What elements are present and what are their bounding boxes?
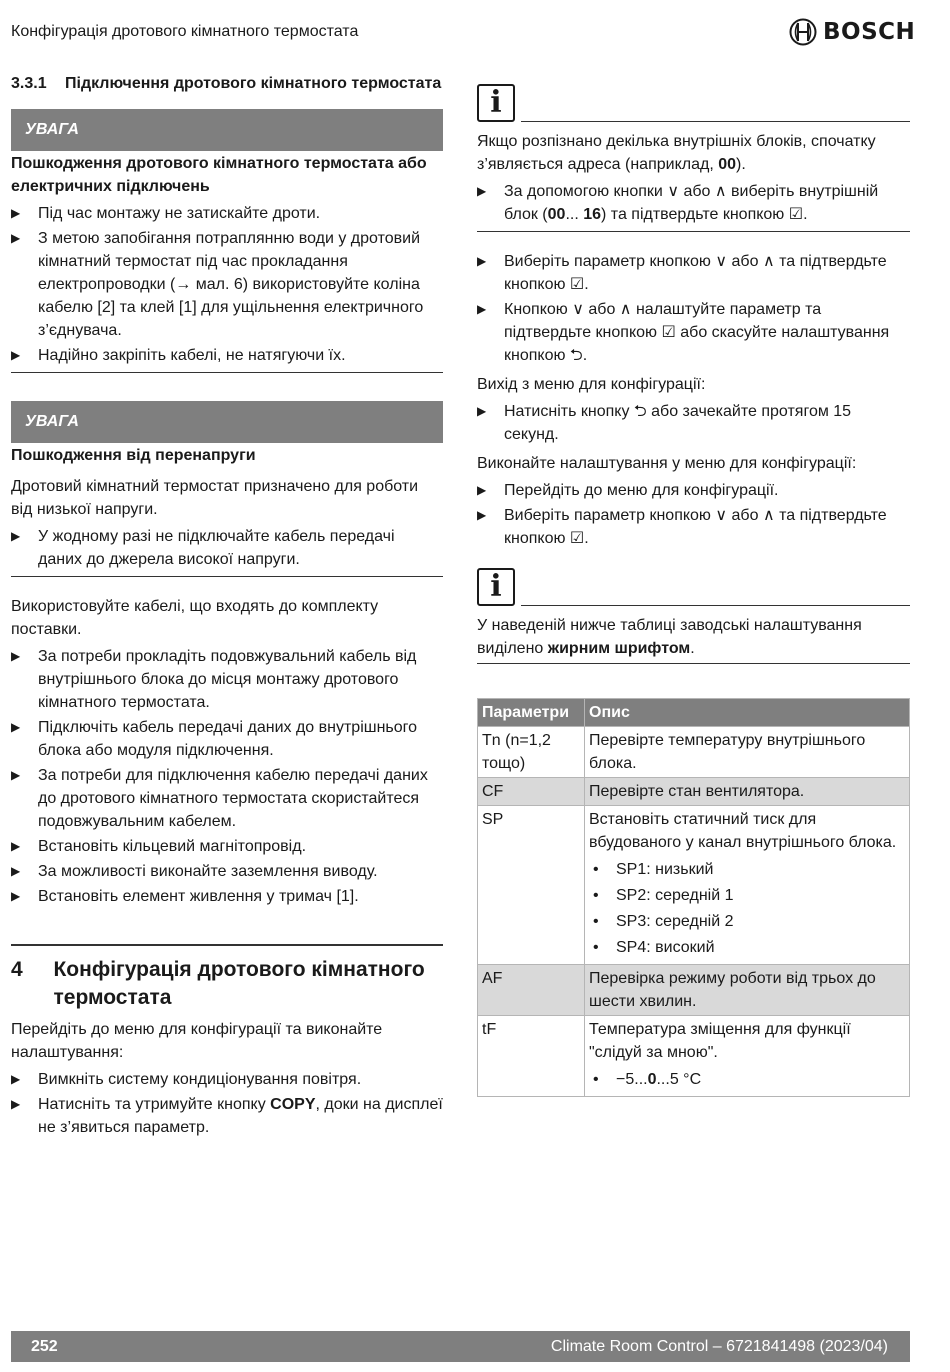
param-cell: SP (478, 806, 585, 965)
chapter-list (11, 1068, 443, 1139)
info-header (477, 84, 910, 122)
description-cell (585, 1016, 910, 1097)
text-run: Натисніть та утримуйте кнопку (38, 1096, 271, 1113)
right-column (477, 84, 910, 1097)
page-number: 252 (31, 1338, 58, 1355)
document-id: Climate Room Control – 6721841498 (2023/04) (550, 1338, 888, 1355)
info-text (477, 130, 910, 176)
table-row (478, 965, 910, 1016)
table-row (478, 727, 910, 778)
cables-intro: Використовуйте кабелі, що входять до комплекту поставки. (11, 598, 379, 638)
parameters-table (477, 698, 910, 1097)
section-title-text: Підключення дротового кімнатного термостата (65, 75, 442, 92)
column-header-params: Параметри (478, 699, 585, 727)
list-item: ▶ Під час монтажу не затискайте дроти. (11, 202, 443, 225)
list-item: ▶ За потреби прокладіть подовжувальний кабель від внутрішнього блока до місця монтажу дротового кімнатного термостата. (11, 645, 443, 714)
warning-list (11, 525, 443, 571)
steps-list (477, 250, 910, 367)
table-header-row (478, 699, 910, 727)
list-item: ▶ З метою запобігання потраплянню води у дротовий кімнатний термостат під час прокладання електропроводки (→ мал. 6) використовуйте коліна кабелю [2] та клей [1] для ущільнення електричного з’єднувача. (11, 227, 443, 342)
description-cell: Перевірте стан вентилятора. (585, 778, 910, 806)
info-text (477, 614, 910, 660)
logo-text: BOSCH (823, 18, 916, 45)
text-run: , доки на дисплеї не з’явиться параметр. (38, 1096, 443, 1136)
left-column (11, 72, 443, 1141)
chapter-number: 4 (11, 958, 23, 981)
description-cell (585, 806, 910, 965)
page-footer (11, 1331, 910, 1362)
text-bold: 00 (547, 206, 566, 223)
list-item: ▶ За можливості виконайте заземлення виводу. (11, 860, 443, 883)
list-item: ▶ Встановіть елемент живлення у тримач [1]. (11, 885, 443, 908)
description-text: Температура зміщення для функції "слідуй за мною". (589, 1021, 851, 1061)
text-run: ...5 °C (656, 1071, 702, 1088)
cables-list (11, 645, 443, 908)
warning-label-box: УВАГА (11, 109, 443, 151)
text-run: ). (736, 156, 746, 173)
info-list (477, 180, 910, 226)
warning-heading: Пошкодження від перенапруги (11, 447, 256, 464)
text-run: ) та підтвердьте кнопкою ☑. (601, 206, 808, 223)
option-item (589, 1068, 905, 1091)
description-text: Встановіть статичний тиск для вбудованого у канал внутрішнього блока. (589, 811, 897, 851)
list-item: ▶ Виберіть параметр кнопкою ∨ або ∧ та підтвердьте кнопкою ☑. (477, 504, 910, 550)
description-cell: Перевірте температуру внутрішнього блока. (585, 727, 910, 778)
option-item: • SP1: низький (589, 858, 905, 881)
text-run: За допомогою кнопки ∨ або ∧ виберіть внутрішній блок ( (504, 183, 879, 223)
list-item: ▶ Кнопкою ∨ або ∧ налаштуйте параметр та підтвердьте кнопкою ☑ або скасуйте налаштування кнопкою ⮌. (477, 298, 910, 367)
warning-text: Дротовий кімнатний термостат призначено для роботи від низької напруги. (11, 478, 419, 518)
text-bold: жирним шрифтом (547, 640, 691, 657)
bosch-armature-icon (789, 18, 817, 46)
warning-label-box: УВАГА (11, 401, 443, 443)
table-row (478, 778, 910, 806)
list-item: ▶ Натисніть кнопку ⮌ або зачекайте протягом 15 секунд. (477, 400, 910, 446)
list-item: ▶ Підключіть кабель передачі даних до внутрішнього блока або модуля підключення. (11, 716, 443, 762)
info-header (477, 568, 910, 606)
chapter-heading (11, 944, 443, 1012)
option-item: • SP2: середній 1 (589, 884, 905, 907)
text-bold: 16 (583, 206, 602, 223)
table-row (478, 1016, 910, 1097)
option-item: • SP3: середній 2 (589, 910, 905, 933)
section-number: 3.3.1 (11, 75, 47, 92)
list-item: ▶ Виберіть параметр кнопкою ∨ або ∧ та підтвердьте кнопкою ☑. (477, 250, 910, 296)
text-run: −5... (616, 1071, 648, 1088)
warning-list (11, 202, 443, 367)
bosch-logo (789, 15, 915, 49)
text-run: . (690, 640, 695, 657)
column-header-description: Опис (585, 699, 910, 727)
list-item: ▶ У жодному разі не підключайте кабель передачі даних до джерела високої напруги. (11, 525, 443, 571)
text-run: У наведеній нижче таблиці заводські налаштування виділено (477, 617, 862, 657)
param-cell: CF (478, 778, 585, 806)
text-run: ... (565, 206, 584, 223)
options-list (589, 1068, 905, 1091)
option-item: • SP4: високий (589, 936, 905, 959)
text-run: Якщо розпізнано декілька внутрішніх блоків, спочатку з’являється адреса (наприклад, (477, 133, 876, 173)
info-icon: i (477, 568, 515, 606)
list-item: ▶ Перейдіть до меню для конфігурації. (477, 479, 910, 502)
info-block-1 (477, 84, 910, 232)
exit-list (477, 400, 910, 446)
info-rule (521, 605, 910, 606)
table-row (478, 806, 910, 965)
info-block-2 (477, 568, 910, 664)
warning-block-1 (11, 109, 443, 373)
list-item: ▶ Надійно закріпіть кабелі, не натягуючи їх. (11, 344, 443, 367)
list-item: ▶ Встановіть кільцевий магнітопровід. (11, 835, 443, 858)
exit-label: Вихід з меню для конфігурації: (477, 376, 706, 393)
list-item (477, 180, 910, 226)
page-header-title: Конфігурація дротового кімнатного термостата (11, 23, 359, 40)
warning-block-2 (11, 401, 443, 577)
chapter-intro: Перейдіть до меню для конфігурації та виконайте налаштування: (11, 1021, 383, 1061)
param-cell: AF (478, 965, 585, 1016)
text-bold: 0 (647, 1071, 657, 1088)
list-item: ▶ Вимкніть систему кондиціонування повітря. (11, 1068, 443, 1091)
info-icon: i (477, 84, 515, 122)
list-item: ▶ За потреби для підключення кабелю передачі даних до дротового кімнатного термостата скористайтеся подовжувальним кабелем. (11, 764, 443, 833)
param-cell: Tn (n=1,2 тощо) (478, 727, 585, 778)
settings-list (477, 479, 910, 550)
options-list (589, 858, 905, 959)
description-cell: Перевірка режиму роботи від трьох до шести хвилин. (585, 965, 910, 1016)
list-item (11, 1093, 443, 1139)
info-rule (521, 121, 910, 122)
warning-heading: Пошкодження дротового кімнатного термостата або електричних підключень (11, 155, 427, 195)
param-cell: tF (478, 1016, 585, 1097)
chapter-title: Конфігурація дротового кімнатного термостата (53, 958, 425, 1009)
section-title (11, 72, 443, 95)
settings-label: Виконайте налаштування у меню для конфігурації: (477, 455, 857, 472)
text-bold: 00 (718, 156, 736, 173)
copy-key-label: COPY (270, 1096, 316, 1113)
